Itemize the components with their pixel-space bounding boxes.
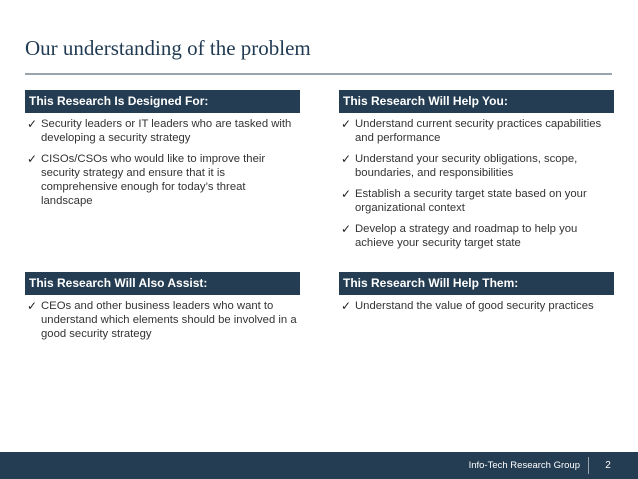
footer-bar [0,452,638,479]
list-item [339,222,614,250]
checkmark-icon: ✓ [341,152,352,166]
section-header: This Research Will Help Them: [339,272,614,295]
section-help-you [339,90,614,257]
list-item [25,117,300,145]
item-list [25,117,300,208]
page-title: Our understanding of the problem [25,36,311,60]
title-divider [25,73,612,75]
checkmark-icon: ✓ [27,152,38,166]
item-text: Understand the value of good security practices [355,300,594,312]
item-text: Understand current security practices capabilities and performance [355,118,602,144]
list-item [25,152,300,208]
section-header: This Research Will Also Assist: [25,272,300,295]
item-text: CISOs/CSOs who would like to improve their security strategy and ensure that it is comprehensive enough for today’s threat landscape [41,153,266,207]
item-text: Understand your security obligations, scope, boundaries, and responsibilities [355,153,578,179]
list-item [339,152,614,180]
checkmark-icon: ✓ [341,299,352,313]
checkmark-icon: ✓ [27,117,38,131]
item-text: CEOs and other business leaders who want to understand which elements should be involved in a good security strategy [41,300,297,340]
section-help-them [339,272,614,320]
item-text: Establish a security target state based on your organizational context [355,188,587,214]
list-item [339,117,614,145]
section-header: This Research Will Help You: [339,90,614,113]
page-number: 2 [605,460,611,471]
list-item [339,299,614,313]
item-text: Security leaders or IT leaders who are tasked with developing a security strategy [41,118,292,144]
item-text: Develop a strategy and roadmap to help you achieve your security target state [355,223,578,249]
section-header: This Research Is Designed For: [25,90,300,113]
list-item [25,299,300,341]
footer-divider [588,457,589,474]
item-list [339,117,614,250]
checkmark-icon: ✓ [27,299,38,313]
footer-org-name: Info-Tech Research Group [468,460,580,471]
item-list [25,299,300,341]
item-list [339,299,614,313]
checkmark-icon: ✓ [341,117,352,131]
section-designed-for [25,90,300,215]
checkmark-icon: ✓ [341,222,352,236]
section-also-assist [25,272,300,348]
list-item [339,187,614,215]
checkmark-icon: ✓ [341,187,352,201]
